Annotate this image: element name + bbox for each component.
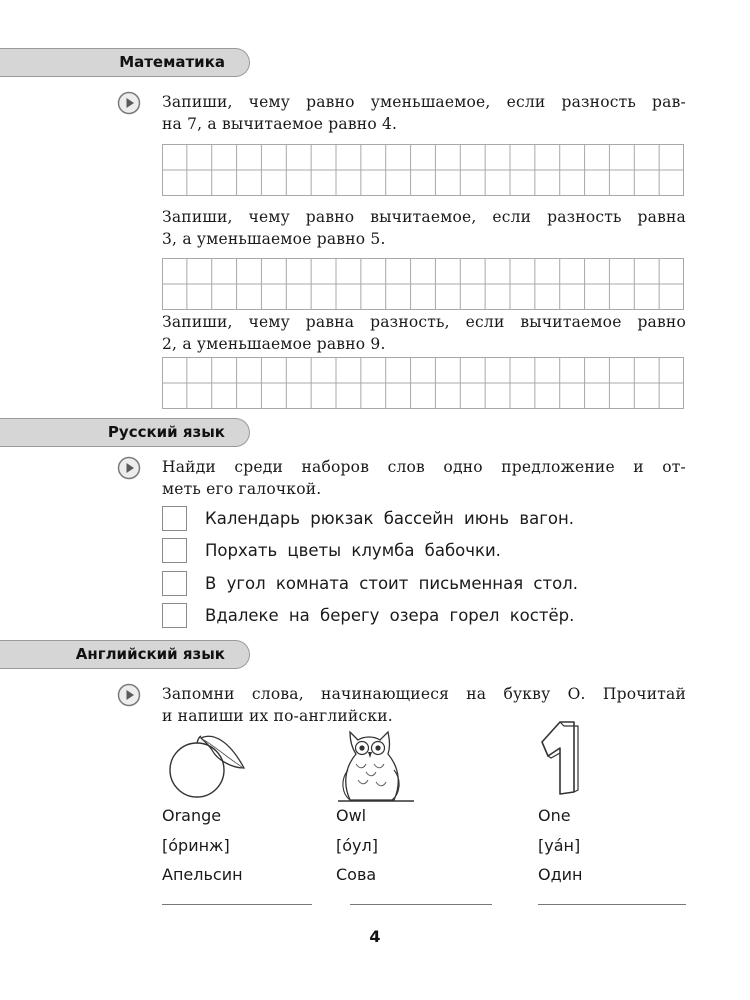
math-task-3: Запиши, чему равна разность, если вычитаемое равно 2, а уменьшаемое равно 9.: [162, 313, 686, 353]
play-icon: [117, 91, 141, 115]
orange-icon: [162, 728, 252, 800]
transcription: [óул]: [336, 836, 378, 855]
answer-grid-3[interactable]: [162, 357, 684, 409]
checkbox[interactable]: [162, 571, 187, 596]
translation: Один: [538, 865, 583, 884]
english-task: Запомни слова, начинающиеся на букву О. Прочитай и напиши их по-английски.: [162, 685, 686, 725]
transcription: [уáн]: [538, 836, 581, 855]
answer-line-orange[interactable]: [162, 904, 312, 905]
option-label: Вдалеке на берегу озера горел костёр.: [205, 605, 575, 625]
play-icon: [117, 683, 141, 707]
option-label: Календарь рюкзак бассейн июнь вагон.: [205, 508, 575, 528]
play-icon: [117, 456, 141, 480]
translation: Сова: [336, 865, 377, 884]
checkbox[interactable]: [162, 538, 187, 563]
math-task-1: Запиши, чему равно уменьшаемое, если разность рав- на 7, а вычитаемое равно 4.: [162, 93, 686, 133]
page-number: 4: [369, 927, 381, 946]
section-header-russian: Русский язык: [0, 418, 250, 447]
option-1: [162, 505, 574, 531]
answer-line-owl[interactable]: [350, 904, 492, 905]
option-3: [162, 570, 578, 596]
answer-grid-1[interactable]: [162, 144, 684, 196]
option-label: Порхать цветы клумба бабочки.: [205, 540, 501, 560]
option-4: [162, 602, 574, 628]
transcription: [óринж]: [162, 836, 230, 855]
english-word: One: [538, 806, 571, 825]
answer-grid-2[interactable]: [162, 258, 684, 310]
checkbox[interactable]: [162, 506, 187, 531]
english-word: Orange: [162, 806, 222, 825]
math-task-2: Запиши, чему равно вычитаемое, если разность равна 3, а уменьшаемое равно 5.: [162, 208, 686, 248]
option-label: В угол комната стоит письменная стол.: [205, 573, 578, 593]
option-2: [162, 537, 501, 563]
russian-task: Найди среди наборов слов одно предложение и от- меть его галочкой.: [162, 458, 686, 498]
answer-line-one[interactable]: [538, 904, 686, 905]
checkbox[interactable]: [162, 603, 187, 628]
number-one-icon: [538, 718, 588, 798]
translation: Апельсин: [162, 865, 243, 884]
english-word: Owl: [336, 806, 367, 825]
section-header-math: Математика: [0, 48, 250, 77]
section-header-english: Английский язык: [0, 640, 250, 669]
owl-icon: [336, 724, 416, 804]
